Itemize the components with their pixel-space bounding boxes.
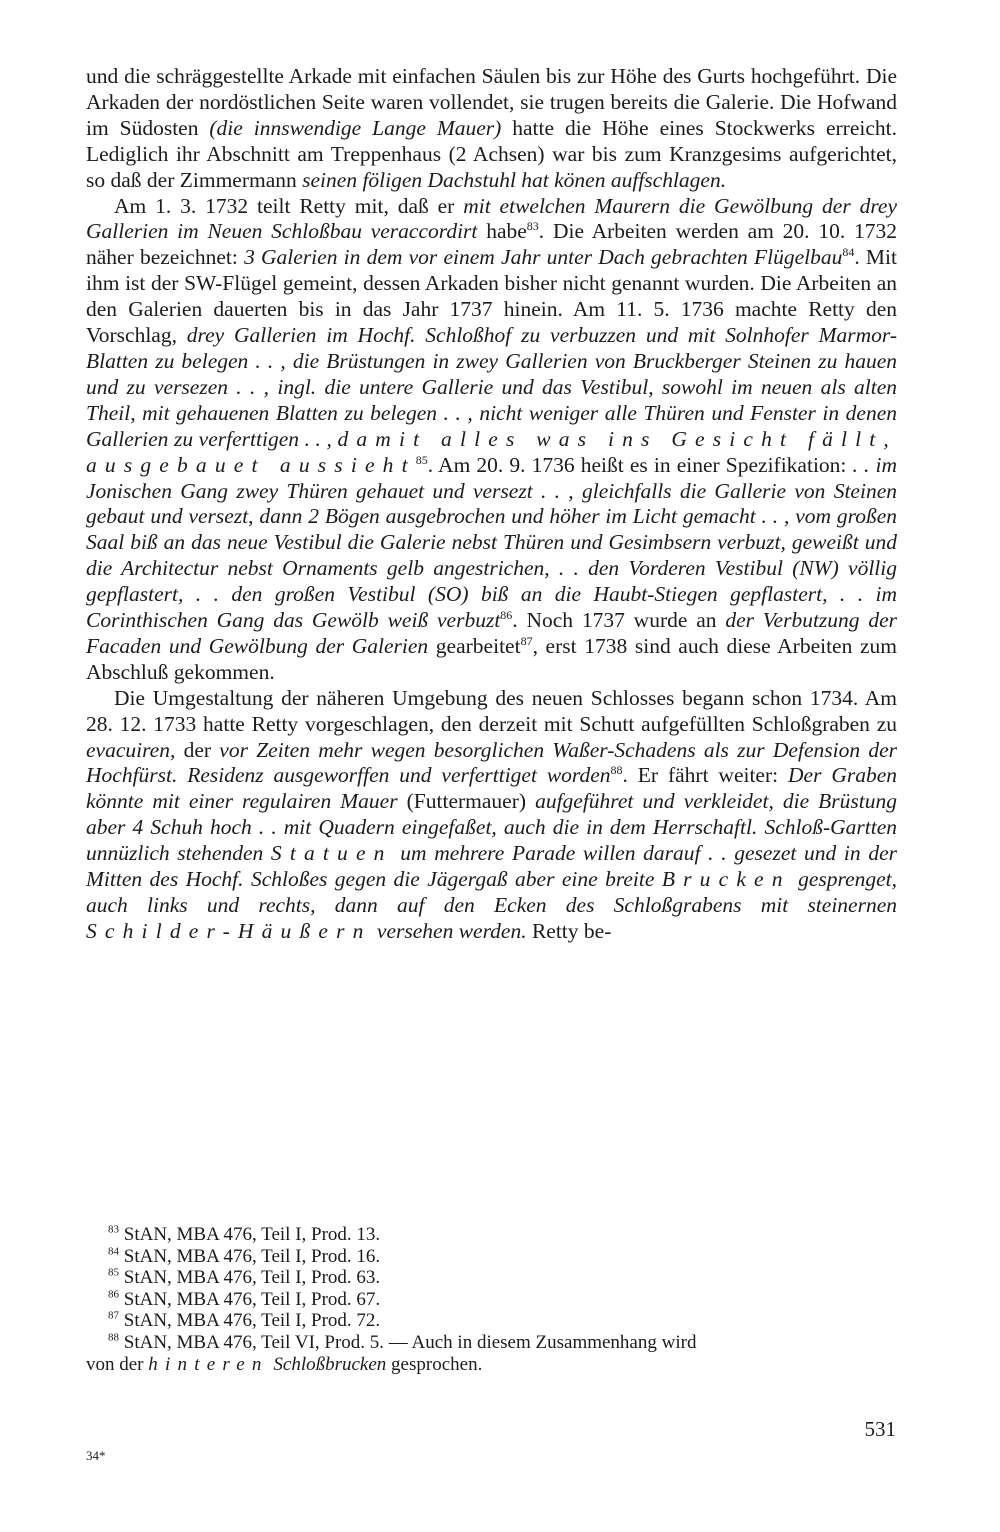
- footnote-ref: 83: [526, 219, 539, 234]
- quote-run: versehen werden.: [371, 918, 527, 943]
- text-run: gearbeitet: [428, 633, 521, 658]
- quote-run: der Verbutzung der Facaden und Gewölbung der Galerien: [86, 608, 897, 658]
- footnote-text: gesprochen.: [386, 1353, 483, 1375]
- text-run: hatte die Höhe eines Stockwerks erreicht. Lediglich ihr Abschnitt am Treppenhaus (2 Achsen) war bis zum Kranzgesims aufgerichtet, so daß der Zimmermann: [86, 115, 897, 192]
- footnote-ref: 88: [610, 763, 623, 778]
- footnote-ref: 87: [520, 633, 533, 648]
- footnote-ref: 86: [500, 607, 513, 622]
- footnote-number: 88: [108, 1331, 119, 1344]
- quote-run: seinen föligen Dachstuhl hat könen auffschlagen.: [302, 167, 727, 192]
- text-run: . Die Arbeiten werden am 20. 10. 1732 näher bezeichnet:: [86, 219, 897, 270]
- text-run: Am 1. 3. 1732 teilt Retty mit, daß er: [114, 193, 464, 218]
- footnote-88: [86, 1332, 897, 1354]
- text-run: Die Umgestaltung der näheren Umgebung des neuen Schlosses begann schon 1734. Am 28. 12. 1733 hatte Retty vorgeschlagen, den derzeit mit Schutt aufgefüllten Schloßgraben zu: [86, 685, 897, 736]
- footnote-88-continuation: [86, 1354, 897, 1376]
- signature-mark: 34*: [86, 1448, 106, 1463]
- quote-run: 3 Galerien in dem vor einem Jahr unter Dach gebrachten Flügelbau: [244, 245, 843, 270]
- spaced-quote-run: hinteren: [148, 1353, 269, 1375]
- quote-run: aufgeführet und verkleidet, die Brüstung aber 4 Schuh hoch . . mit Quadern eingefaßet, auch die in dem Herrschaftl. Schloß-Gartten unnüzlich stehenden: [86, 789, 898, 866]
- footnote-text: StAN, MBA 476, Teil I, Prod. 13.: [123, 1224, 381, 1245]
- quote-run: Der Graben könnte mit einer regulairen Mauer: [86, 763, 898, 814]
- footnotes: [86, 1224, 897, 1375]
- spaced-quote-run: Brucken: [661, 867, 791, 892]
- text-run: , erst 1738 sind auch diese Arbeiten zum Abschluß gekommen.: [86, 633, 897, 684]
- body-text: [86, 64, 897, 945]
- text-run: der: [175, 737, 220, 762]
- quote-run: Schloßbrucken: [268, 1353, 387, 1375]
- footnote-number: 87: [108, 1310, 119, 1323]
- footnote-ref: 85: [415, 452, 428, 467]
- quote-run: um mehrere Parade willen darauf . . gesezet und in der Mitten des Hochf. Schloßes gegen die Jägergaß aber eine breite: [86, 841, 897, 892]
- footnote-85: [86, 1267, 897, 1289]
- text-run: . Mit ihm ist der SW-Flügel gemeint, dessen Arkaden bisher nicht genannt wurden. Die Arbeiten an den Galerien dauerten bis in das Jahr 1737 hinein. Am 11. 5. 1736 machte Retty den Vorschlag,: [86, 245, 897, 348]
- footnote-number: 83: [108, 1223, 119, 1236]
- text-run: (Futtermauer): [397, 789, 536, 814]
- footnote-83: [86, 1224, 897, 1246]
- footnote-number: 84: [108, 1245, 119, 1258]
- spaced-quote-run: Schilder-Häußern: [86, 918, 372, 943]
- text-run: . Am 20. 9. 1736 heißt es in einer Spezifikation:: [427, 452, 853, 477]
- spaced-quote-run: Statuen: [270, 841, 393, 866]
- footnote-text: von der: [86, 1353, 149, 1375]
- footnote-text: StAN, MBA 476, Teil I, Prod. 67.: [123, 1288, 381, 1310]
- text-run: Retty be-: [526, 918, 612, 943]
- footnote-number: 86: [108, 1288, 119, 1301]
- quote-run: drey Gallerien im Hochf. Schloßhof zu verbuzzen und mit Solnhofer Marmor-Blatten zu belegen . . , die Brüstungen in zwey Gallerien von Bruckberger Steinen zu hauen und zu versezen . . , ingl. die untere Gallerie und das Vestibul, sowohl im neuen als alten Theil, mit gehauenen Blatten zu belegen . . , nicht weniger alle Thüren und Fenster in denen Gallerien zu verferttigen . . ,: [86, 323, 898, 451]
- footnote-text: StAN, MBA 476, Teil I, Prod. 63.: [123, 1267, 381, 1289]
- text-run: und die schräggestellte Arkade mit einfachen Säulen bis zur Höhe des Gurts hochgeführt. Die Arkaden der nordöstlichen Seite waren vollendet, sie trugen bereits die Galerie. Die Hofwand im Südosten: [86, 64, 897, 140]
- footnote-ref: 84: [842, 245, 855, 260]
- text-run: . Noch 1737 wurde an: [512, 608, 726, 633]
- paragraph-1: [86, 64, 897, 194]
- quote-run: mit etwelchen Maurern die Gewölbung der drey Gallerien im Neuen Schloßbau veraccordirt: [86, 193, 897, 244]
- footnote-text: StAN, MBA 476, Teil I, Prod. 16.: [123, 1245, 381, 1267]
- text-run: . Er fährt weiter:: [622, 763, 788, 788]
- text-run: habe: [477, 219, 527, 244]
- quote-run: evacuiren,: [86, 737, 176, 762]
- quote-run: vor Zeiten mehr wegen besorglichen Waßer-Schadens als zur Defension der Hochfürst. Residenz ausgeworffen und verferttiget worden: [86, 737, 897, 788]
- footnote-text: StAN, MBA 476, Teil VI, Prod. 5. — Auch in diesem Zusammenhang wird: [123, 1331, 697, 1353]
- footnote-number: 85: [108, 1266, 119, 1279]
- paragraph-3: [86, 686, 897, 945]
- footnote-87: [86, 1310, 897, 1332]
- quote-run: . . im Jonischen Gang zwey Thüren gehauet und versezt . . , gleichfalls die Gallerie von Steinen gebaut und versezt, dann 2 Bögen ausgebrochen und höher im Licht gemacht . . , vom großen Saal biß an das neue Vestibul die Galerie nebst Thüren und Gesimbsern verbuzt, geweißt und die Architectur nebst Ornaments gelb angestrichen, . . den Vorderen Vestibul (NW) völlig gepflastert, . . den großen Vestibul (SO) biß an die Haubt-Stiegen gepflastert, . . im Corinthischen Gang das Gewölb weiß verbuzt: [86, 452, 897, 633]
- page-number: 531: [864, 1417, 896, 1441]
- footnote-84: [86, 1246, 897, 1268]
- quote-run: (die innswendige Lange Mauer): [209, 115, 502, 140]
- paragraph-2: [86, 194, 897, 686]
- footnote-text: StAN, MBA 476, Teil I, Prod. 72.: [123, 1310, 381, 1332]
- spaced-quote-run: damit alles was ins Gesicht fällt, ausgebauet aussieht: [86, 426, 897, 477]
- quote-run: gesprenget, auch links und rechts, dann auf den Ecken des Schloßgrabens mit steinernen: [86, 867, 897, 917]
- footnote-86: [86, 1289, 897, 1311]
